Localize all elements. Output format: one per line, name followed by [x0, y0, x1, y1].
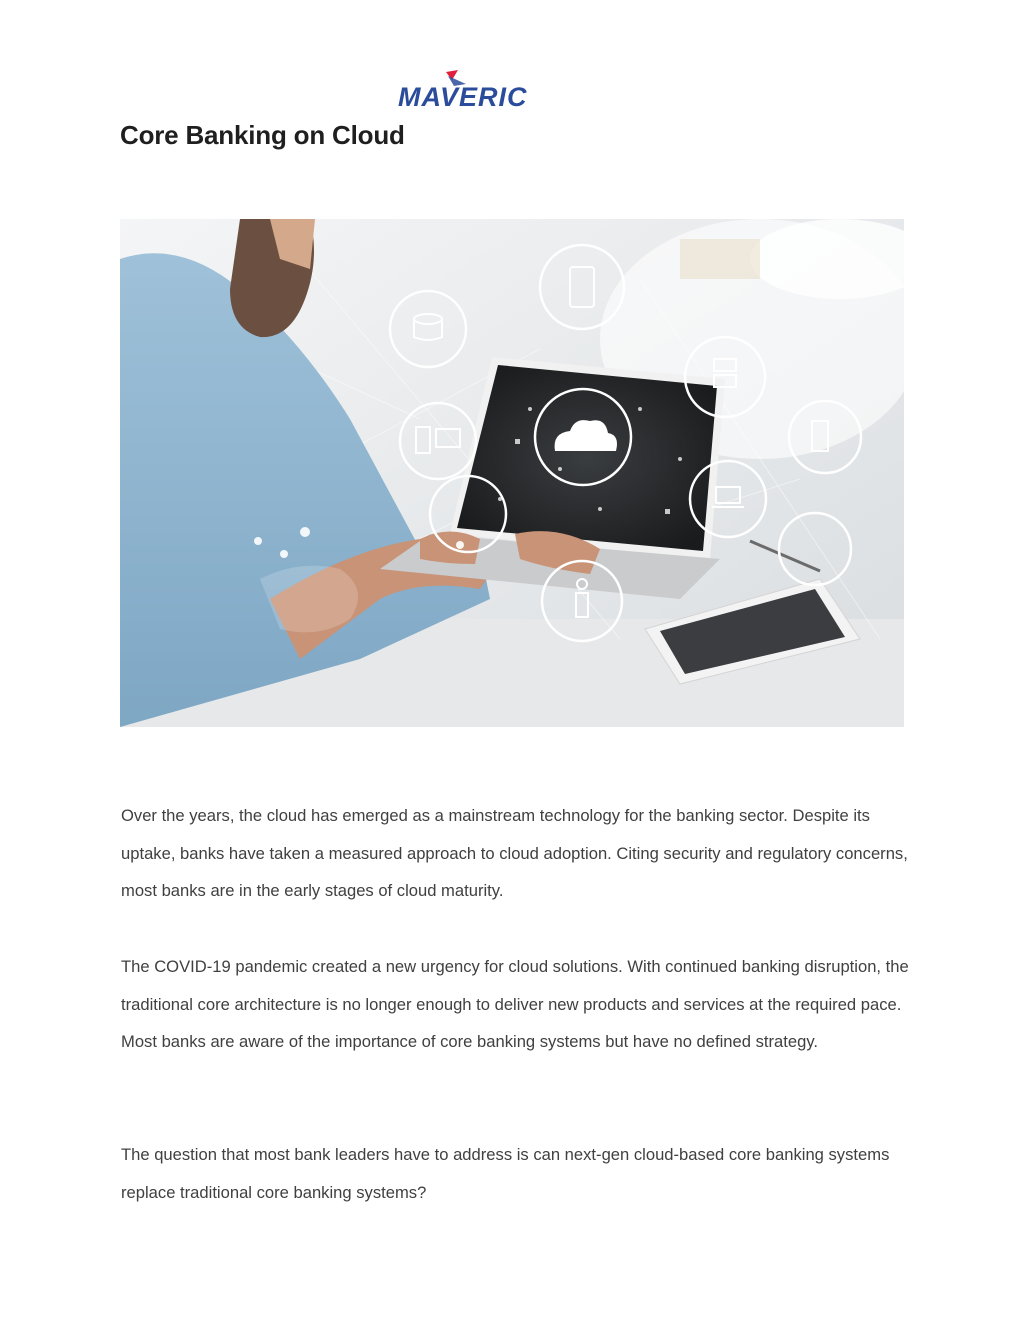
maveric-logo [396, 66, 546, 112]
page-title: Core Banking on Cloud [120, 120, 405, 150]
paragraph-2: The COVID-19 pandemic created a new urgency for cloud solutions. With continued banking disruption, the traditional core architecture is no longer enough to deliver new products and services at the required pace. Most banks are aware of the importance of core banking systems but have no defined strategy. [121, 957, 909, 1052]
hero-image [120, 219, 904, 727]
logo-text: MAVERIC [398, 82, 528, 112]
paragraph-3: The question that most bank leaders have to address is can next-gen cloud-based core banking systems replace traditional core banking systems? [121, 1145, 890, 1202]
paragraph-1: Over the years, the cloud has emerged as a mainstream technology for the banking sector. Despite its uptake, banks have taken a measured approach to cloud adoption. Citing security and regulatory concerns, most banks are in the early stages of cloud maturity. [121, 806, 908, 901]
